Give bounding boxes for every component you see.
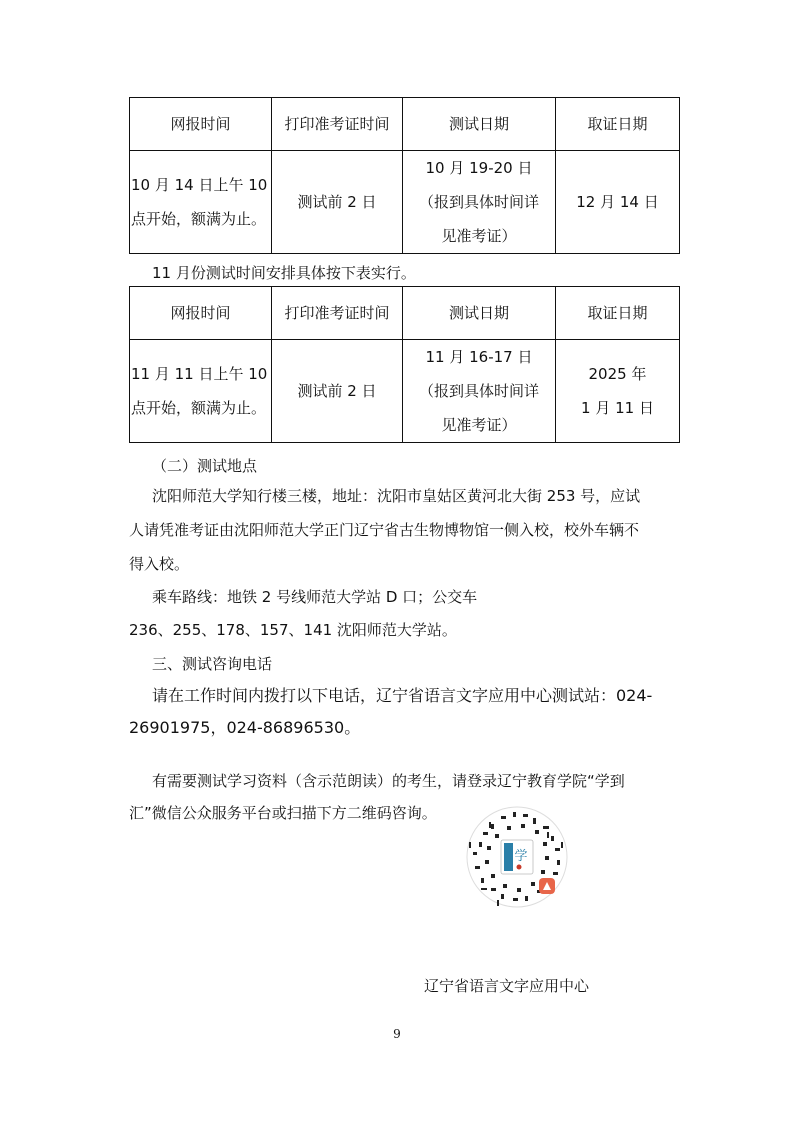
header-print-ticket-time: 打印准考证时间 <box>272 287 403 340</box>
route-line-1: 乘车路线：地铁 2 号线师范大学站 D 口；公交车 <box>152 588 478 606</box>
location-line-1: 沈阳师范大学知行楼三楼，地址：沈阳市皇姑区黄河北大街 253 号，应试 <box>152 487 641 505</box>
route-line-2: 236、255、178、157、141 沈阳师范大学站。 <box>129 621 457 639</box>
header-test-date: 测试日期 <box>403 98 556 151</box>
qr-code-icon[interactable] <box>461 802 573 912</box>
header-test-date: 测试日期 <box>403 287 556 340</box>
page-number: 9 <box>393 1027 401 1041</box>
phone-line-2: 26901975，024-86896530。 <box>129 718 361 737</box>
header-certificate-date: 取证日期 <box>556 98 680 151</box>
table-header-row <box>130 98 680 151</box>
cell-registration-time: 10 月 14 日上午 10 点开始，额满为止。 <box>130 151 272 254</box>
schedule-table-november <box>129 286 680 443</box>
cell-print-ticket-time: 测试前 2 日 <box>272 151 403 254</box>
cell-certificate-date: 2025 年 1 月 11 日 <box>556 340 680 443</box>
cell-registration-time: 11 月 11 日上午 10 点开始，额满为止。 <box>130 340 272 443</box>
cell-test-date: 11 月 16-17 日 （报到具体时间详 见准考证） <box>403 340 556 443</box>
november-intro: 11 月份测试时间安排具体按下表实行。 <box>152 264 416 282</box>
table-row <box>130 340 680 443</box>
qr-center-logo: 学 <box>514 849 528 864</box>
header-registration-time: 网报时间 <box>130 287 272 340</box>
table-row <box>130 151 680 254</box>
section-heading-test-location: （二）测试地点 <box>152 457 258 475</box>
materials-line-1: 有需要测试学习资料（含示范朗读）的考生，请登录辽宁教育学院“学到 <box>152 772 625 790</box>
schedule-table-october <box>129 97 680 254</box>
header-registration-time: 网报时间 <box>130 98 272 151</box>
footer-organization: 辽宁省语言文字应用中心 <box>424 977 590 995</box>
phone-line-1: 请在工作时间内拨打以下电话，辽宁省语言文字应用中心测试站：024- <box>152 686 653 705</box>
cell-print-ticket-time: 测试前 2 日 <box>272 340 403 443</box>
header-certificate-date: 取证日期 <box>556 287 680 340</box>
location-line-3: 得入校。 <box>129 555 190 573</box>
materials-line-2: 汇”微信公众服务平台或扫描下方二维码咨询。 <box>129 804 437 822</box>
header-print-ticket-time: 打印准考证时间 <box>272 98 403 151</box>
cell-test-date: 10 月 19-20 日 （报到具体时间详 见准考证） <box>403 151 556 254</box>
location-line-2: 人请凭准考证由沈阳师范大学正门辽宁省古生物博物馆一侧入校，校外车辆不 <box>129 521 640 539</box>
table-header-row <box>130 287 680 340</box>
section-heading-consult-phone: 三、测试咨询电话 <box>152 655 273 673</box>
cell-certificate-date: 12 月 14 日 <box>556 151 680 254</box>
